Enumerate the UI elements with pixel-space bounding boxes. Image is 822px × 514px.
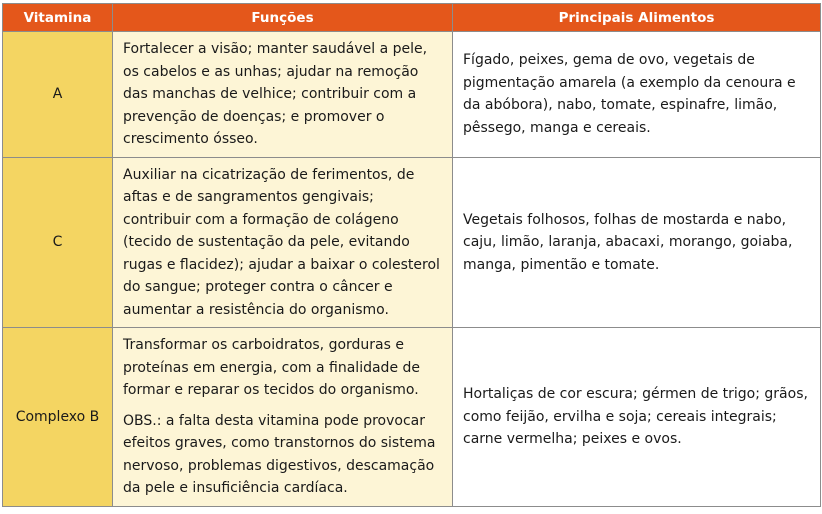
table-row xyxy=(3,32,821,158)
vitamin-foods xyxy=(453,328,821,507)
vitamin-name: C xyxy=(3,157,113,328)
foods-text: Vegetais folhosos, folhas de mostarda e nabo, caju, limão, laranja, abacaxi, morango, goiaba, manga, pimentão e tomate. xyxy=(463,211,793,273)
vitamin-functions xyxy=(113,328,453,507)
vitamin-foods xyxy=(453,157,821,328)
obs-note: OBS.: a falta desta vitamina pode provocar efeitos graves, como transtornos do sistema nervoso, problemas digestivos, descamação da pele e insuficiência cardíaca. xyxy=(123,412,436,496)
vitamin-table xyxy=(2,3,821,507)
functions-text: Transformar os carboidratos, gorduras e proteínas em energia, com a finalidade de formar e reparar os tecidos do organismo. xyxy=(123,337,421,398)
header-funcoes: Funções xyxy=(113,4,453,32)
header-vitamina: Vitamina xyxy=(3,4,113,32)
table-row xyxy=(3,328,821,507)
vitamin-foods xyxy=(453,32,821,158)
functions-text: Auxiliar na cicatrização de ferimentos, de aftas e de sangramentos gengivais; contribuir com a formação de colágeno (tecido de sustentação da pele, evitando rugas e flacidez); ajudar a baixar o colesterol do sangue; proteger contra o câncer e aumentar a resistência do organismo. xyxy=(123,166,440,318)
vitamin-functions xyxy=(113,157,453,328)
table-row xyxy=(3,157,821,328)
foods-text: Fígado, peixes, gema de ovo, vegetais de pigmentação amarela (a exemplo da cenoura e da abóbora), nabo, tomate, espinafre, limão, pêssego, manga e cereais. xyxy=(463,52,796,136)
header-row xyxy=(3,4,821,32)
header-alimentos: Principais Alimentos xyxy=(453,4,821,32)
foods-text: Hortaliças de cor escura; gérmen de trigo; grãos, como feijão, ervilha e soja; cereais integrais; carne vermelha; peixes e ovos. xyxy=(463,386,808,447)
vitamin-functions xyxy=(113,32,453,158)
vitamin-name: Complexo B xyxy=(3,328,113,507)
functions-text: Fortalecer a visão; manter saudável a pele, os cabelos e as unhas; ajudar na remoção das manchas de velhice; contribuir com a prevenção de doenças; e promover o crescimento ósseo. xyxy=(123,41,428,147)
vitamin-name: A xyxy=(3,32,113,158)
